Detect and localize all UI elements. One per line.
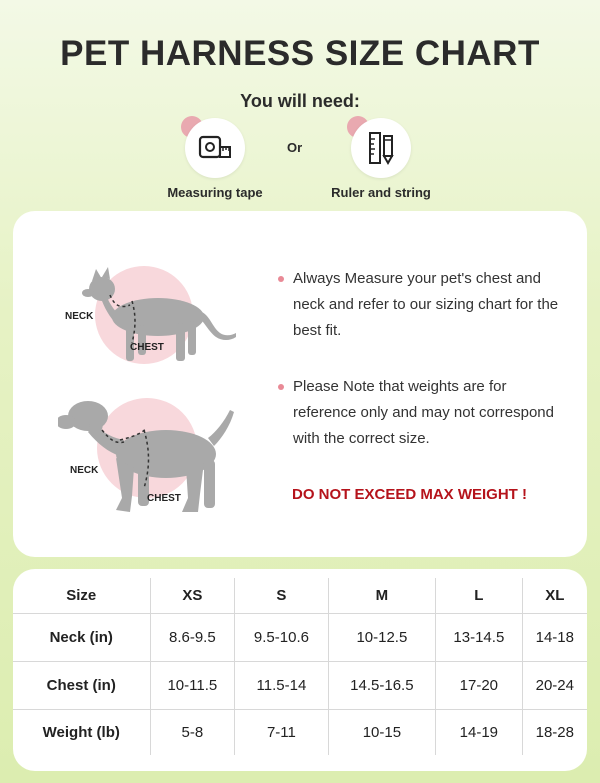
size-header: Size bbox=[66, 586, 97, 604]
table-cell: 5-8 bbox=[150, 709, 235, 755]
column-header: L bbox=[436, 578, 523, 613]
cat-chest-label: CHEST bbox=[130, 342, 164, 353]
cat-silhouette bbox=[80, 265, 240, 370]
or-label: Or bbox=[287, 140, 303, 155]
note-weights bbox=[278, 374, 568, 452]
table-cell: 17-20 bbox=[436, 661, 523, 709]
table-cell: 10-12.5 bbox=[328, 613, 435, 661]
table-cell: 10-15 bbox=[328, 709, 435, 755]
column-header: XL bbox=[522, 578, 587, 613]
table-row bbox=[13, 613, 587, 661]
ruler-pencil-icon bbox=[363, 130, 399, 166]
table-cell: 11.5-14 bbox=[235, 661, 328, 709]
table-cell: 18-28 bbox=[522, 709, 587, 755]
tool-label-ruler-string: Ruler and string bbox=[331, 185, 431, 200]
page-title: PET HARNESS SIZE CHART bbox=[60, 34, 540, 73]
table-cell: 20-24 bbox=[522, 661, 587, 709]
size-table bbox=[13, 578, 587, 755]
subtitle: You will need: bbox=[240, 91, 360, 111]
note-weights-text: Please Note that weights are for reference only and may not correspond with the correct size. bbox=[293, 378, 554, 447]
tool-ruler-string bbox=[306, 118, 456, 200]
table-cell: 14-18 bbox=[522, 613, 587, 661]
column-header: XS bbox=[150, 578, 235, 613]
tool-measuring-tape bbox=[140, 118, 290, 200]
note-measure-text: Always Measure your pet's chest and neck and refer to our sizing chart for the best fit. bbox=[293, 270, 559, 339]
bullet-dot bbox=[278, 276, 284, 282]
table-row bbox=[13, 661, 587, 709]
column-header: S bbox=[235, 578, 328, 613]
table-cell: 13-14.5 bbox=[436, 613, 523, 661]
row-label: Chest (in) bbox=[13, 661, 150, 709]
table-row bbox=[13, 709, 587, 755]
table-header-row bbox=[13, 578, 587, 613]
bullet-dot bbox=[278, 384, 284, 390]
table-cell: 14.5-16.5 bbox=[328, 661, 435, 709]
cat-neck-label: NECK bbox=[65, 311, 94, 322]
tool-label-measuring-tape: Measuring tape bbox=[167, 185, 263, 200]
table-cell: 14-19 bbox=[436, 709, 523, 755]
row-label: Weight (lb) bbox=[13, 709, 150, 755]
table-cell: 10-11.5 bbox=[150, 661, 235, 709]
dog-chest-label: CHEST bbox=[147, 493, 181, 504]
note-measure bbox=[278, 266, 568, 344]
column-header: M bbox=[328, 578, 435, 613]
table-cell: 7-11 bbox=[235, 709, 328, 755]
table-cell: 9.5-10.6 bbox=[235, 613, 328, 661]
measuring-tape-icon bbox=[197, 130, 233, 166]
weight-warning: DO NOT EXCEED MAX WEIGHT ! bbox=[292, 486, 528, 503]
dog-neck-label: NECK bbox=[70, 465, 99, 476]
table-cell: 8.6-9.5 bbox=[150, 613, 235, 661]
row-label: Neck (in) bbox=[13, 613, 150, 661]
